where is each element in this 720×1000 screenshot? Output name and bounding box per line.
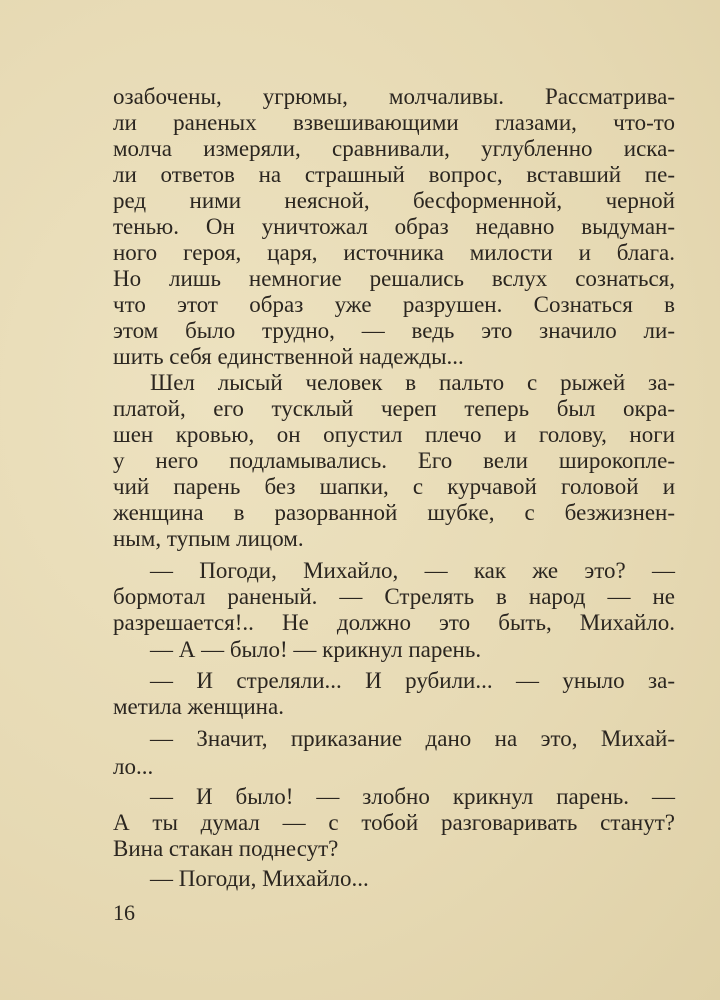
text-line: тенью. Он уничтожал образ недавно выдуман- <box>113 214 675 239</box>
text-line: чий парень без шапки, с курчавой головой и <box>113 474 675 499</box>
text-line: — Погоди, Михайло, — как же это? — <box>150 558 675 583</box>
text-line: — Погоди, Михайло... <box>150 866 369 891</box>
text-line: ло... <box>113 754 154 779</box>
text-line: — Значит, приказание дано на это, Михай- <box>150 726 675 751</box>
text-line: — А — было! — крикнул парень. <box>150 637 482 662</box>
text-line: — И стреляли... И рубили... — уныло за- <box>150 668 675 693</box>
page-number: 16 <box>113 900 135 925</box>
text-line: женщина в разорванной шубке, с безжизнен- <box>113 500 675 525</box>
text-line: метила женщина. <box>113 694 284 719</box>
text-line: — И было! — злобно крикнул парень. — <box>150 784 675 809</box>
text-line: ли раненых взвешивающими глазами, что-то <box>113 110 675 135</box>
text-line: молча измеряли, сравнивали, углубленно иска- <box>113 136 675 161</box>
text-line: платой, его тусклый череп теперь был окра- <box>113 396 675 421</box>
text-line: озабочены, угрюмы, молчаливы. Рассматрива- <box>113 84 675 109</box>
text-line: шен кровью, он опустил плечо и голову, ноги <box>113 422 675 447</box>
text-line: этом было трудно, — ведь это значило ли- <box>113 318 675 343</box>
text-line: Шел лысый человек в пальто с рыжей за- <box>150 370 675 395</box>
text-line: ред ними неясной, бесформенной, черной <box>113 188 675 213</box>
text-line: что этот образ уже разрушен. Сознаться в <box>113 292 675 317</box>
text-line: шить себя единственной надежды... <box>113 344 464 369</box>
text-line: у него подламывались. Его вели широкопле- <box>113 448 675 473</box>
text-line: А ты думал — с тобой разговаривать станут? <box>113 810 675 835</box>
text-line: ли ответов на страшный вопрос, вставший пе- <box>113 162 675 187</box>
text-line: Вина стакан поднесут? <box>113 836 339 861</box>
text-line: разрешается!.. Не должно это быть, Михайло. <box>113 610 675 635</box>
text-line: ного героя, царя, источника милости и блага. <box>113 240 675 265</box>
text-line: бормотал раненый. — Стрелять в народ — не <box>113 584 675 609</box>
text-line: ным, тупым лицом. <box>113 526 304 551</box>
text-line: Но лишь немногие решались вслух сознаться, <box>113 266 675 291</box>
